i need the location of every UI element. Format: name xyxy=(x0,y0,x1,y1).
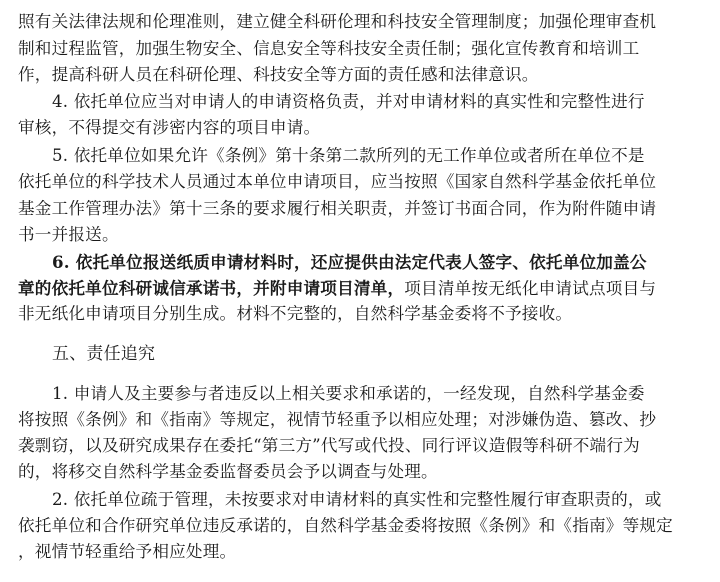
item-6-bold-text: 章的依托单位科研诚信承诺书，并附申请项目清单， xyxy=(18,278,405,298)
section-item-1-line: 的，将移交自然科学基金委监督委员会予以调查与处理。 xyxy=(18,462,438,481)
paragraph-line: 作，提高科研人员在科研伦理、科技安全等方面的责任感和法律意识。 xyxy=(18,65,539,84)
section-item-2-line: 依托单位和合作研究单位违反承诺的，自然科学基金委将按照《条例》和《指南》等规定 xyxy=(18,516,673,535)
item-6-normal-text: 项目清单按无纸化申请试点项目与 xyxy=(404,279,657,298)
item-5-line: 5. 依托单位如果允许《条例》第十条第二款所列的无工作单位或者所在单位不是 xyxy=(52,146,645,165)
section-item-1-line: 1. 申请人及主要参与者违反以上相关要求和承诺的，一经发现，自然科学基金委 xyxy=(52,384,645,403)
item-5-line: 书一并报送。 xyxy=(18,225,119,244)
item-4-line: 审核，不得提交有涉密内容的项目申请。 xyxy=(18,118,321,137)
section-item-2-line: 2. 依托单位疏于管理，未按要求对申请材料的真实性和完整性履行审查职责的，或 xyxy=(52,490,662,509)
item-6-line xyxy=(18,278,656,299)
paragraph-line: 制和过程监管，加强生物安全、信息安全等科技安全责任制；强化宣传教育和培训工 xyxy=(18,39,640,58)
section-item-1-line: 袭剽窃，以及研究成果存在委托“第三方”代写或代投、同行评议造假等科研不端行为 xyxy=(18,436,640,455)
item-5-line: 基金工作管理办法》第十三条的要求履行相关职责，并签订书面合同，作为附件随申请 xyxy=(18,199,657,218)
item-6-line: 非无纸化申请项目分别生成。材料不完整的，自然科学基金委将不予接收。 xyxy=(18,304,573,323)
item-6-bold-line: 6. 依托单位报送纸质申请材料时，还应提供由法定代表人签字、依托单位加盖公 xyxy=(52,252,647,272)
item-4-line: 4. 依托单位应当对申请人的申请资格负责，并对申请材料的真实性和完整性进行 xyxy=(52,92,645,111)
paragraph-line: 照有关法律法规和伦理准则，建立健全科研伦理和科技安全管理制度；加强伦理审查机 xyxy=(18,12,657,31)
item-5-line: 依托单位的科学技术人员通过本单位申请项目，应当按照《国家自然科学基金依托单位 xyxy=(18,172,657,191)
section-item-2-line: ，视情节轻重给予相应处理。 xyxy=(18,542,237,561)
section-heading: 五、责任追究 xyxy=(52,344,156,364)
section-item-1-line: 将按照《条例》和《指南》等规定，视情节轻重予以相应处理；对涉嫌伪造、篡改、抄 xyxy=(18,410,657,429)
